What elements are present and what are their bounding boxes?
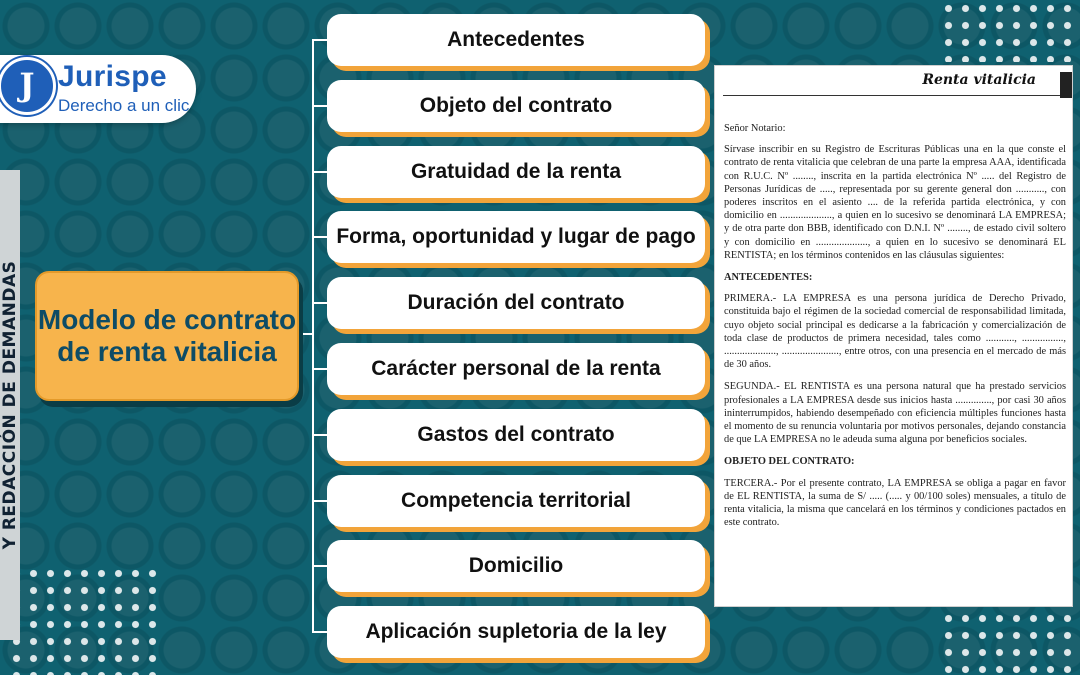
document-header xyxy=(715,66,1072,96)
brand-mark-icon: J xyxy=(0,57,56,115)
document-header-bar xyxy=(1060,72,1072,98)
diagram-item-label: Duración del contrato xyxy=(407,291,625,314)
diagram-item-label: Antecedentes xyxy=(447,28,585,51)
diagram-item xyxy=(327,146,705,198)
diagram-item xyxy=(327,80,705,132)
connector-branch xyxy=(312,39,328,41)
document-clause-tercera: TERCERA.- Por el presente contrato, LA EMPRESA se obliga a pagar en favor de EL RENTISTA, la suma de S/ ..... (..... y 00/100 soles) mensuales, a título de renta vitalicia, la misma que cancelará en los términos y condiciones pactados en este contrato. xyxy=(724,477,1066,529)
diagram-item-label: Objeto del contrato xyxy=(419,94,613,117)
document-intro: Sírvase inscribir en su Registro de Escrituras Públicas una en la que conste el contrato de renta vitalicia que celebran de una parte la empresa AAA, identificada con R.U.C. Nº ........, inscrita en la partida electrónica Nº ..... del Registro de Personas Jurídicas de ....., representada por su gerente general don ..........., con poderes inscritos en el asiento .... de la referida partida electrónica, y con domicilio en ...................., a quien en lo sucesivo se denominará LA EMPRESA; y de otra parte don BBB, identificado con D.N.I. Nº ........, de estado civil soltero y con domicilio en ...................., a quien en lo sucesivo se denominará EL RENTISTA; en los términos contenidos en las cláusulas siguientes: xyxy=(724,144,1066,261)
connector-spine xyxy=(312,41,314,632)
diagram-item-label: Competencia territorial xyxy=(401,489,631,512)
diagram-item xyxy=(327,540,705,592)
diagram-central-title xyxy=(35,271,299,401)
connector-branch xyxy=(312,236,328,238)
connector-branch xyxy=(312,565,328,567)
diagram-item-label: Domicilio xyxy=(468,554,564,577)
diagram-item-label: Gratuidad de la renta xyxy=(410,160,622,183)
connector-branch xyxy=(312,434,328,436)
diagram-item xyxy=(327,475,705,527)
diagram-item xyxy=(327,409,705,461)
connector-branch xyxy=(312,105,328,107)
connector-branch xyxy=(312,171,328,173)
document-body xyxy=(724,122,1066,538)
connector-branch xyxy=(312,302,328,304)
diagram-item xyxy=(327,606,705,658)
document-section-objeto: OBJETO DEL CONTRATO: xyxy=(724,456,855,468)
document-salutation: Señor Notario: xyxy=(724,123,786,134)
side-strip-text: Y REDACCIÓN DE DEMANDAS xyxy=(0,260,20,550)
diagram-item xyxy=(327,211,705,263)
diagram-item-label: Gastos del contrato xyxy=(417,423,615,446)
connector-branch xyxy=(312,368,328,370)
connector-branch xyxy=(312,631,328,633)
diagram-item-label: Carácter personal de la renta xyxy=(371,357,661,380)
diagram-item-label: Aplicación supletoria de la ley xyxy=(365,620,667,643)
document-header-title: Renta vitalicia xyxy=(922,72,1036,88)
contract-document-preview xyxy=(715,66,1072,606)
document-clause-primera: PRIMERA.- LA EMPRESA es una persona jurídica de Derecho Privado, constituida bajo el régimen de la sociedad comercial de responsabilidad limitada, cuyo objeto social principal es dedicarse a la fabricación y comercialización de toda clase de productos de primera necesidad, tales como ..........., ................, ...................., ......................, entre otros, con una presencia en el mercado de más de 30 años. xyxy=(724,293,1066,371)
brand-name: Jurispe xyxy=(58,60,167,93)
document-clause-segunda: SEGUNDA.- EL RENTISTA es una persona natural que ha prestado servicios profesionales a LA EMPRESA desde sus inicios hasta .............., por casi 30 años ininterrumpidos, habiendo desempeñado con eficiencia múltiples funciones hasta el momento de su renuncia voluntaria por motivos personales, dejando constancia de que LA EMPRESA no le adeuda suma alguna por beneficios sociales. xyxy=(724,381,1066,446)
document-section-antecedentes: ANTECEDENTES: xyxy=(724,272,813,284)
dot-grid-left xyxy=(8,565,158,675)
diagram-item xyxy=(327,343,705,395)
diagram-item xyxy=(327,14,705,66)
central-title-text: Modelo de contrato de renta vitalicia xyxy=(37,304,297,367)
diagram-item-label: Forma, oportunidad y lugar de pago xyxy=(336,225,696,248)
connector-branch xyxy=(312,500,328,502)
document-header-rule xyxy=(723,95,1064,96)
diagram-item xyxy=(327,277,705,329)
dot-grid-right xyxy=(940,0,1080,62)
brand-tagline: Derecho a un clic xyxy=(58,96,190,115)
dot-grid-bottom-right xyxy=(940,610,1080,675)
